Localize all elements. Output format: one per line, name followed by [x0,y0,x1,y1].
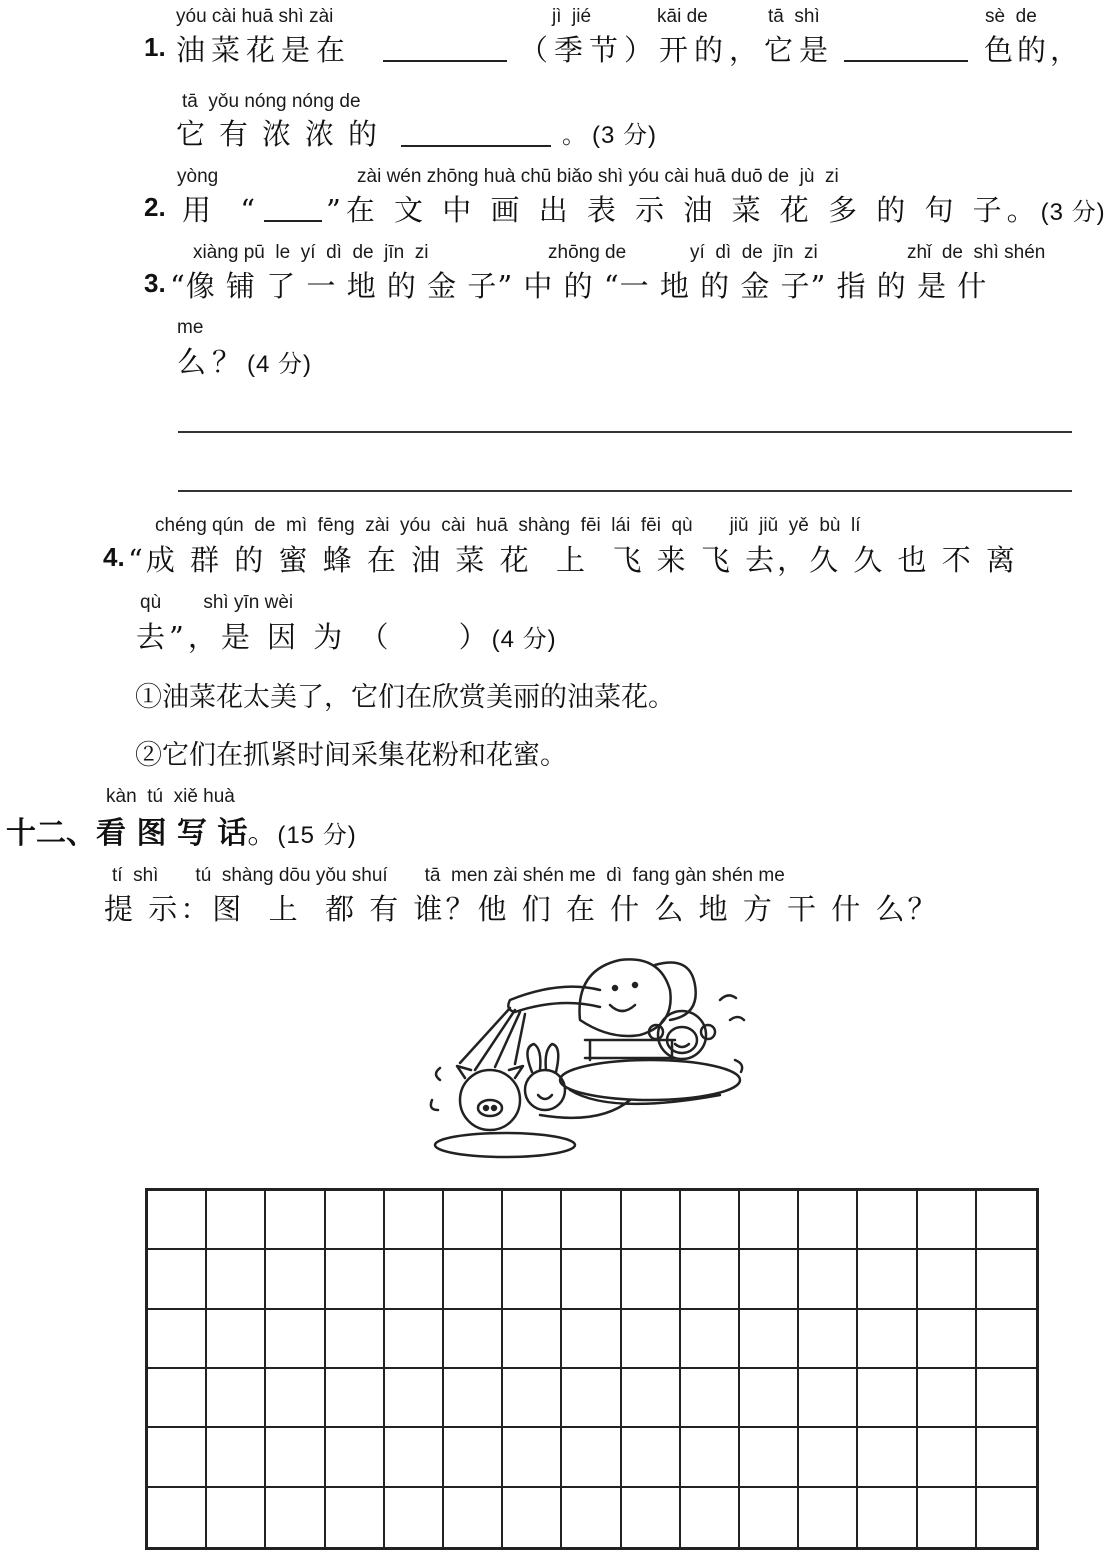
q1-blank-smell[interactable] [401,145,551,147]
q1-blank-color[interactable] [844,60,968,62]
grid-cell[interactable] [326,1488,385,1547]
grid-cell[interactable] [918,1428,977,1487]
q1-text-c: 色的， [984,33,1084,67]
q4-line1-text: “成 群 的 蜜 蜂 在 油 菜 花 上 飞 来 飞 去，久 久 也 不 离 [128,543,1018,577]
grid-cell[interactable] [799,1488,858,1547]
q1-score: (3 分) [592,122,657,149]
q3-pinyin-3: yí dì de jīn zi [690,242,818,263]
grid-cell[interactable] [562,1310,621,1369]
grid-cell[interactable] [444,1428,503,1487]
q1-text-b: （季节）开的，它是 [519,33,835,67]
grid-cell[interactable] [503,1428,562,1487]
grid-cell[interactable] [148,1310,207,1369]
grid-cell[interactable] [681,1369,740,1428]
grid-cell[interactable] [681,1488,740,1547]
grid-cell[interactable] [799,1428,858,1487]
grid-cell[interactable] [444,1250,503,1309]
grid-cell[interactable] [977,1250,1036,1309]
grid-cell[interactable] [266,1191,325,1250]
section12-pinyin: kàn tú xiě huà [106,786,235,807]
grid-cell[interactable] [503,1250,562,1309]
section12-score: (15 分) [277,822,357,849]
grid-cell[interactable] [977,1428,1036,1487]
grid-cell[interactable] [918,1369,977,1428]
grid-cell[interactable] [681,1310,740,1369]
grid-cell[interactable] [266,1250,325,1309]
grid-cell[interactable] [207,1250,266,1309]
grid-cell[interactable] [148,1428,207,1487]
q1-line2-end: 。(3 分) [562,121,657,149]
q1-pinyin-3: kāi de [657,6,708,27]
grid-cell[interactable] [622,1369,681,1428]
grid-cell[interactable] [622,1310,681,1369]
q1-number: 1. [144,32,166,62]
q2-score: (3 分) [1040,199,1106,226]
grid-cell[interactable] [266,1488,325,1547]
grid-cell[interactable] [681,1250,740,1309]
grid-cell[interactable] [918,1310,977,1369]
grid-cell[interactable] [681,1428,740,1487]
grid-cell[interactable] [266,1428,325,1487]
q3-pinyin-2: zhōng de [548,242,627,263]
grid-cell[interactable] [207,1428,266,1487]
grid-cell[interactable] [977,1369,1036,1428]
grid-cell[interactable] [503,1191,562,1250]
grid-cell[interactable] [266,1369,325,1428]
grid-cell[interactable] [622,1250,681,1309]
q1-text-a: 油菜花是在 [176,33,352,67]
grid-cell[interactable] [207,1310,266,1369]
q2-pinyin-b: zài wén zhōng huà chū biǎo shì yóu cài huā duō de jù zi [357,166,839,187]
q3-number: 3. [144,268,166,298]
grid-cell[interactable] [858,1488,917,1547]
grid-cell[interactable] [799,1191,858,1250]
grid-cell[interactable] [444,1369,503,1428]
grid-cell[interactable] [740,1191,799,1250]
grid-cell[interactable] [622,1191,681,1250]
section12-hint-pinyin: tí shì tú shàng dōu yǒu shuí tā men zài shén me dì fang gàn shén me [112,865,785,886]
grid-cell[interactable] [622,1488,681,1547]
grid-cell[interactable] [385,1310,444,1369]
q3-pinyin-1: xiàng pū le yí dì de jīn zi [193,242,429,263]
grid-cell[interactable] [385,1191,444,1250]
grid-cell[interactable] [326,1310,385,1369]
grid-cell[interactable] [266,1310,325,1369]
grid-cell[interactable] [444,1488,503,1547]
grid-cell[interactable] [503,1488,562,1547]
grid-cell[interactable] [858,1191,917,1250]
grid-cell[interactable] [326,1191,385,1250]
q4-pinyin-line1: chéng qún de mì fēng zài yóu cài huā shàng fēi lái fēi qù jiǔ jiǔ yě bù lí [155,515,861,536]
grid-cell[interactable] [207,1488,266,1547]
q3-pinyin-4: zhǐ de shì shén [907,242,1046,263]
q1-blank-season[interactable] [383,60,507,62]
section12-heading: 十二、看 图 写 话。(15 分) [6,816,357,851]
grid-cell[interactable] [385,1369,444,1428]
q3-answer-line-1[interactable] [178,431,1072,433]
grid-cell[interactable] [148,1369,207,1428]
q3-line1-text: “像 铺 了 一 地 的 金 子” 中 的 “一 地 的 金 子” 指 的 是 什 [170,269,988,303]
q4-pinyin-line2: qù shì yīn wèi [140,592,294,613]
grid-cell[interactable] [740,1428,799,1487]
grid-cell[interactable] [740,1488,799,1547]
grid-cell[interactable] [977,1310,1036,1369]
grid-cell[interactable] [207,1191,266,1250]
grid-cell[interactable] [503,1369,562,1428]
q3-score: (4 分) [247,351,313,378]
q1-pinyin-1: yóu cài huā shì zài [176,6,334,27]
q4-line2-text: 去”，是 因 为 （ ）(4 分) [136,620,557,654]
section12-hint-text: 提 示：图 上 都 有 谁？他 们 在 什 么 地 方 干 什 么？ [104,892,940,926]
grid-cell[interactable] [799,1310,858,1369]
writing-grid[interactable] [145,1188,1039,1550]
grid-cell[interactable] [681,1191,740,1250]
grid-cell[interactable] [562,1428,621,1487]
q4-number: 4. [103,542,125,572]
grid-cell[interactable] [326,1428,385,1487]
grid-cell[interactable] [207,1369,266,1428]
grid-cell[interactable] [444,1310,503,1369]
q3-answer-line-2[interactable] [178,490,1072,492]
q2-blank[interactable] [264,220,322,222]
grid-cell[interactable] [740,1310,799,1369]
grid-cell[interactable] [799,1250,858,1309]
q3-line2-text: 么？(4 分) [177,345,313,379]
grid-cell[interactable] [148,1250,207,1309]
q1-pinyin-4: tā shì [768,6,820,27]
q4-option-1[interactable]: ①油菜花太美了，它们在欣赏美丽的油菜花。 [135,682,675,713]
grid-cell[interactable] [562,1488,621,1547]
q2-text-a: 用 “ [182,193,266,227]
grid-cell[interactable] [326,1369,385,1428]
grid-cell[interactable] [148,1191,207,1250]
grid-cell[interactable] [622,1428,681,1487]
q2-number: 2. [144,192,166,222]
q1-line2-text: 它有浓浓的 [176,117,392,151]
grid-cell[interactable] [385,1428,444,1487]
q1-pinyin-line2: tā yǒu nóng nóng de [182,91,361,112]
grid-cell[interactable] [858,1369,917,1428]
grid-cell[interactable] [562,1191,621,1250]
q3-pinyin-line2: me [177,317,204,338]
grid-cell[interactable] [799,1369,858,1428]
grid-cell[interactable] [503,1310,562,1369]
q1-pinyin-2: jì jié [552,6,592,27]
grid-cell[interactable] [918,1250,977,1309]
animals-bathing-illustration [420,940,760,1160]
grid-cell[interactable] [977,1488,1036,1547]
grid-cell[interactable] [918,1191,977,1250]
grid-cell[interactable] [858,1250,917,1309]
grid-cell[interactable] [385,1250,444,1309]
grid-cell[interactable] [385,1488,444,1547]
grid-cell[interactable] [740,1250,799,1309]
grid-cell[interactable] [562,1369,621,1428]
grid-cell[interactable] [444,1191,503,1250]
q4-option-2[interactable]: ②它们在抓紧时间采集花粉和花蜜。 [135,740,567,771]
q1-pinyin-5: sè de [985,6,1037,27]
grid-cell[interactable] [740,1369,799,1428]
grid-cell[interactable] [148,1488,207,1547]
q2-text-b: ”在 文 中 画 出 表 示 油 菜 花 多 的 句 子。(3 分) [326,193,1106,227]
grid-cell[interactable] [326,1250,385,1309]
grid-cell[interactable] [562,1250,621,1309]
q2-pinyin-a: yòng [177,166,219,187]
grid-cell[interactable] [918,1488,977,1547]
grid-cell[interactable] [858,1428,917,1487]
q4-score: (4 分) [491,626,557,653]
grid-cell[interactable] [858,1310,917,1369]
grid-cell[interactable] [977,1191,1036,1250]
